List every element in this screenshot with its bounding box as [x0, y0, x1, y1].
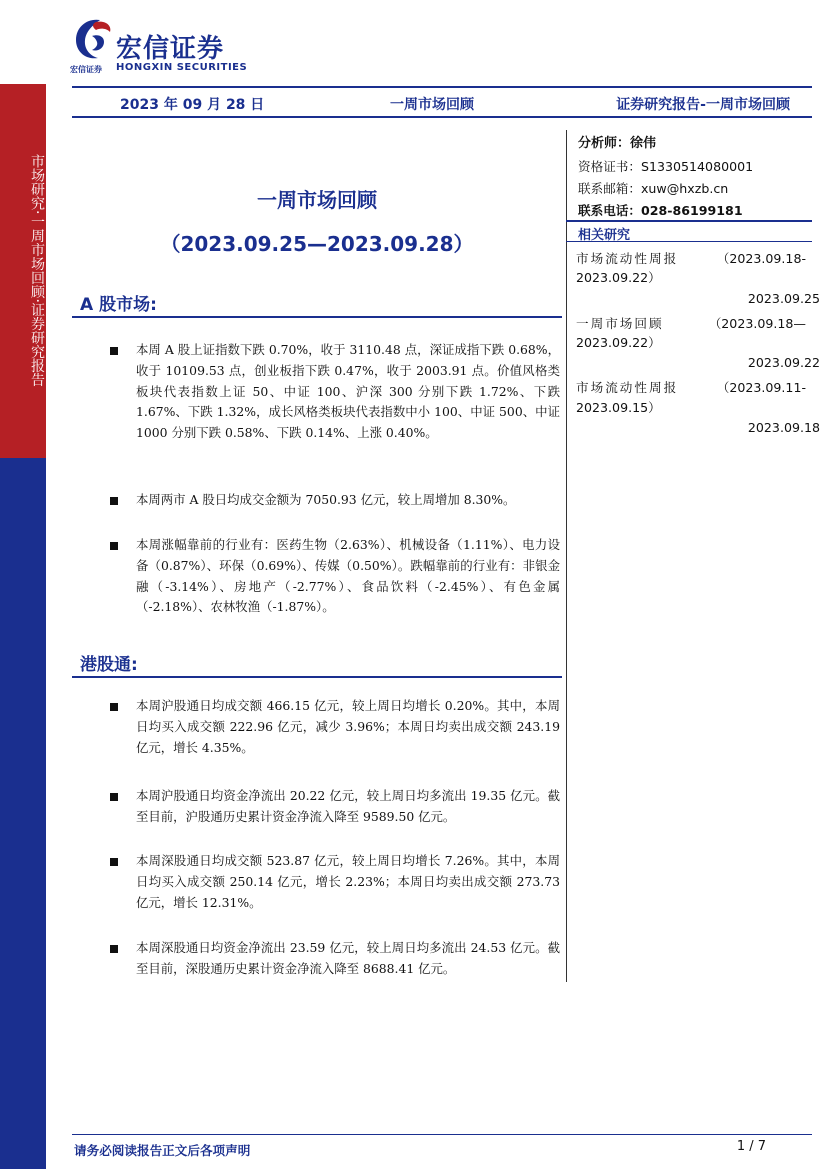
bullet-icon: [110, 858, 118, 866]
section-heading-hk-connect: 港股通:: [80, 655, 138, 675]
bullet-icon: [110, 703, 118, 711]
hk-paragraph-4: 本周深股通日均资金净流出 23.59 亿元，较上周日均多流出 24.53 亿元。截至目前，深股通历史累计资金净流入降至 8688.41 亿元。: [136, 940, 560, 976]
hk-paragraph-2: 本周沪股通日均资金净流出 20.22 亿元，较上周日均多流出 19.35 亿元。截至目前，沪股通历史累计资金净流入降至 9589.50 亿元。: [136, 788, 560, 824]
related-item-3-range: 2023.09.15）: [576, 400, 661, 415]
related-item-3-title[interactable]: 市场流动性周报 （2023.09.11-: [576, 380, 806, 395]
logo-mark-icon: [70, 16, 114, 64]
header-title: 一周市场回顾: [390, 97, 474, 113]
header-bar: [72, 86, 812, 118]
sidebar: [0, 0, 46, 1169]
analyst-email: [578, 178, 728, 197]
cert-value: S1330514080001: [640, 159, 754, 174]
footer-disclaimer[interactable]: 请务必阅读报告正文后各项声明: [74, 1143, 251, 1158]
phone-value: 028-86199181: [640, 203, 743, 218]
bullet-icon: [110, 793, 118, 801]
related-item-2-title[interactable]: 一周市场回顾 （2023.09.18—: [576, 316, 806, 331]
section-rule: [72, 676, 562, 678]
a-share-paragraph-1: 本周 A 股上证指数下跌 0.70%，收于 3110.48 点，深证成指下跌 0.68%，收于 10109.53 点，创业板指下跌 0.47%，收于 2003.91 点。价值风格类板块代表指数上证 50、中证 100、沪深 300 分别下跌 1.72%、下跌 1.67%、下跌 1.32%，成长风格类板块代表指数中小 100、中证 500、中证 1000 分别下跌 0.58%、下跌 0.14%、上涨 0.40%。: [136, 342, 560, 441]
bullet-icon: [110, 347, 118, 355]
logo-name-cn: 宏信证券: [116, 34, 225, 64]
section-rule: [72, 316, 562, 318]
page-number: 1 / 7: [736, 1139, 766, 1154]
logo-small-cn: 宏信证券: [70, 65, 102, 74]
cert-label: 资格证书：: [578, 159, 641, 174]
related-item-1-title[interactable]: 市场流动性周报 （2023.09.18-: [576, 251, 806, 266]
related-item-2-range: 2023.09.22）: [576, 335, 661, 350]
footer-rule: [72, 1134, 812, 1135]
section-heading-a-share: A 股市场:: [80, 295, 157, 315]
related-item-1-date: 2023.09.25: [747, 291, 820, 306]
phone-label: 联系电话：: [578, 203, 641, 218]
report-date: 2023 年 09 月 28 日: [120, 97, 265, 113]
analyst-name: 分析师：徐伟: [578, 136, 657, 151]
related-item-1-range: 2023.09.22）: [576, 270, 661, 285]
bullet-icon: [110, 497, 118, 505]
logo-name-en: HONGXIN SECURITIES: [116, 62, 248, 73]
bullet-icon: [110, 945, 118, 953]
report-type: 证券研究报告-一周市场回顾: [616, 97, 790, 113]
hk-paragraph-1: 本周沪股通日均成交额 466.15 亿元，较上周日均增长 0.20%。其中，本周日均买入成交额 222.96 亿元，减少 3.96%；本周日均卖出成交额 243.19 亿元，增长 4.35%。: [136, 698, 560, 755]
sidebar-blue-band: [0, 458, 46, 1169]
column-divider: [566, 130, 567, 982]
page-subtitle: （2023.09.25—2023.09.28）: [160, 232, 474, 256]
sidebar-label: 市场研究·一周市场回顾·证券研究报告: [29, 153, 45, 387]
a-share-paragraph-3: 本周涨幅靠前的行业有：医药生物（2.63%）、机械设备（1.11%）、电力设备（0.87%）、环保（0.69%）、传媒（0.50%）。跌幅靠前的行业有：非银金融（-3.14%）、房地产（-2.77%）、食品饮料（-2.45%）、有色金属（-2.18%）、农林牧渔（-1.87%）。: [136, 537, 560, 615]
analyst-phone: [578, 200, 743, 219]
page-title: 一周市场回顾: [257, 188, 377, 212]
related-research-heading: 相关研究: [566, 220, 812, 242]
email-value[interactable]: xuw@hxzb.cn: [640, 181, 729, 196]
company-logo: [70, 16, 250, 76]
hk-paragraph-3: 本周深股通日均成交额 523.87 亿元，较上周日均增长 7.26%。其中，本周日均买入成交额 250.14 亿元，增长 2.23%；本周日均卖出成交额 273.73 亿元，增长 12.31%。: [136, 853, 560, 910]
email-label: 联系邮箱：: [578, 181, 641, 196]
bullet-icon: [110, 542, 118, 550]
related-item-3-date: 2023.09.18: [747, 420, 820, 435]
related-item-2-date: 2023.09.22: [747, 355, 820, 370]
analyst-cert: [578, 156, 753, 175]
a-share-paragraph-2: 本周两市 A 股日均成交金额为 7050.93 亿元，较上周增加 8.30%。: [136, 492, 516, 507]
